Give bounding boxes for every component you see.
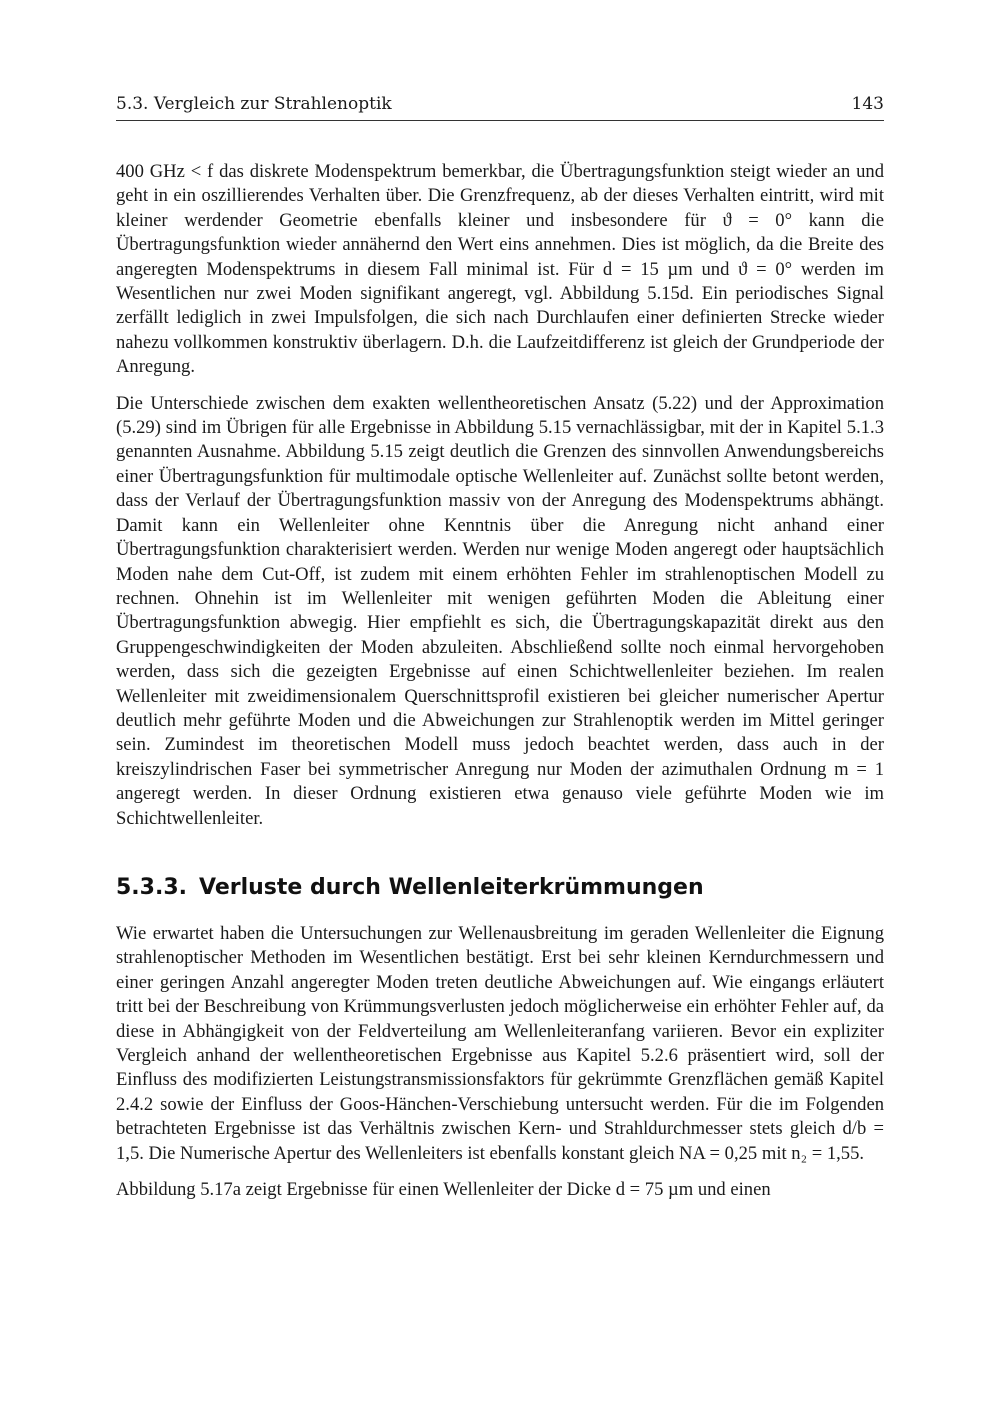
main-text bbox=[116, 160, 884, 1214]
paragraph-1: 400 GHz < f das diskrete Modenspektrum bemerkbar, die Übertragungsfunktion steigt wieder an und geht in ein oszillierendes Verhalten über. Die Grenzfrequenz, ab der dieses Verhalten eintritt, wird mit kleiner werdender Geometrie ebenfalls kleiner und insbesondere für ϑ = 0° kann die Übertragungsfunktion wieder annähernd den Wert eins annehmen. Dies ist möglich, da die Breite des angeregten Modenspektrums in diesem Fall minimal ist. Für d = 15 µm und ϑ = 0° werden im Wesentlichen nur zwei Moden signifikant angeregt, vgl. Abbildung 5.15d. Ein periodisches Signal zerfällt lediglich in zwei Impulsfolgen, die sich nach Durchlaufen einer definierten Strecke wieder nahezu vollkommen konstruktiv überlagern. D.h. die Laufzeitdifferenz ist gleich der Grundperiode der Anregung. bbox=[116, 161, 884, 378]
paragraph-4: Abbildung 5.17a zeigt Ergebnisse für einen Wellenleiter der Dicke d = 75 µm und einen bbox=[116, 1179, 771, 1201]
section-title: Verluste durch Wellenleiterkrümmungen bbox=[199, 874, 704, 900]
page-number: 143 bbox=[851, 94, 884, 114]
section-number: 5.3.3. bbox=[116, 874, 187, 900]
section-heading bbox=[116, 875, 884, 900]
paragraph-2: Die Unterschiede zwischen dem exakten wellentheoretischen Ansatz (5.22) und der Approximation (5.29) sind im Übrigen für alle Ergebnisse in Abbildung 5.15 vernachlässigbar, mit der in Kapitel 5.1.3 genannten Ausnahme. Abbildung 5.15 zeigt deutlich die Grenzen des sinnvollen Anwendungsbereichs einer Übertragungsfunktion für multimodale optische Wellenleiter auf. Zunächst sollte betont werden, dass der Verlauf der Übertragungsfunktion massiv von der Anregung des Modenspektrums abhängt. Damit kann ein Wellenleiter ohne Kenntnis über die Anregung nicht anhand einer Übertragungsfunktion charakterisiert werden. Werden nur wenige Moden angeregt oder hauptsächlich Moden nahe dem Cut-Off, ist zudem mit einem erhöhten Fehler im strahlenoptischen Modell zu rechnen. Ohnehin ist im Wellenleiter mit wenigen geführten Moden die Ableitung einer Übertragungsfunktion abwegig. Hier empfiehlt es sich, die Übertragungskapazität direkt aus den Gruppengeschwindigkeiten der Moden abzuleiten. Abschließend sollte noch einmal hervorgehoben werden, dass sich die gezeigten Ergebnisse auf einen Schichtwellenleiter beziehen. Im realen Wellenleiter mit zweidimensionalem Querschnittsprofil existieren bei gleicher numerischer Apertur deutlich mehr geführte Moden und die Abweichungen zur Strahlenoptik werden im Mittel geringer sein. Zumindest im theoretischen Modell muss jedoch beachtet werden, dass auch in der kreiszylindrischen Faser bei symmetrischer Anregung nur Moden der azimuthalen Ordnung m = 1 angeregt werden. In dieser Ordnung existieren etwa genauso viele geführte Moden wie im Schichtwellenleiter. bbox=[116, 392, 884, 829]
paragraph-3: Wie erwartet haben die Untersuchungen zur Wellenausbreitung im geraden Wellenleiter die Eignung strahlenoptischer Methoden im Wesentlichen bestätigt. Erst bei sehr kleinen Kerndurchmessern und einer geringen Anzahl angeregter Moden treten deutliche Abweichungen auf. Wie eingangs erläutert tritt bei der Beschreibung von Krümmungsverlusten jedoch möglicherweise ein erhöhter Fehler auf, da diese in Abhängigkeit von der Feldverteilung am Wellenleiteranfang variieren. Bevor ein expliziter Vergleich anhand der wellentheoretischen Ergebnisse aus Kapitel 5.2.6 präsentiert wird, soll der Einfluss des modifizierten Leistungstransmissionsfaktors für gekrümmte Grenzflächen gemäß Kapitel 2.4.2 sowie der Einfluss der Goos-Hänchen-Verschiebung untersucht werden. Für die im Folgenden betrachteten Ergebnisse ist das Verhältnis zwischen Kern- und Strahldurchmesser stets gleich d/b = 1,5. Die Numerische Apertur des Wellenleiters ist ebenfalls konstant gleich NA = 0,25 mit n₂ = 1,55. bbox=[116, 922, 884, 1164]
running-header bbox=[116, 94, 884, 121]
header-section-title: 5.3. Vergleich zur Strahlenoptik bbox=[116, 94, 392, 114]
